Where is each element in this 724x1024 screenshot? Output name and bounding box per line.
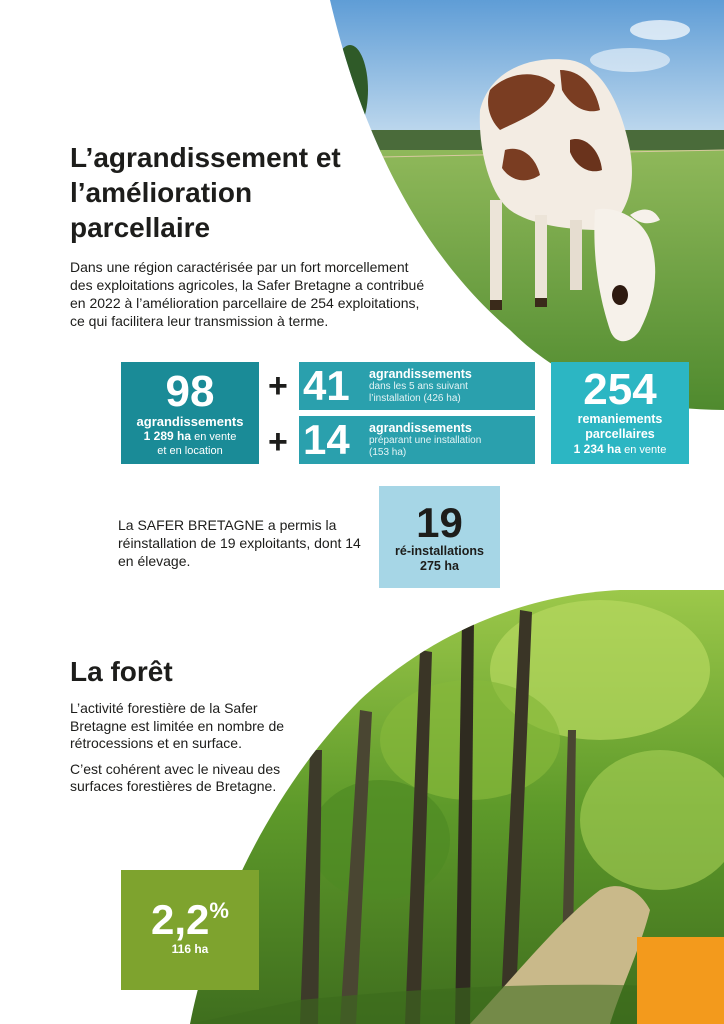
stat-agrandissements — [121, 362, 259, 464]
forest-paragraph-1: L’activité forestière de la Safer Bretagne est limitée en nombre de rétrocessions et en surface. — [70, 700, 285, 751]
stat-ha: 1 234 ha — [573, 442, 622, 456]
stat-number: 14 — [303, 416, 350, 463]
stat-detail-1: dans les 5 ans suivant — [369, 381, 468, 392]
stat-number — [121, 898, 259, 942]
stat-ha: 1 289 ha — [143, 429, 192, 443]
stat-detail-2: (153 ha) — [369, 447, 407, 458]
stat-ha: 116 ha — [171, 942, 209, 956]
reinstallation-paragraph: La SAFER BRETAGNE a permis la réinstallation de 19 exploitants, dont 14 en élevage. — [118, 517, 361, 569]
stat-reinstallations — [379, 486, 500, 588]
section-title-agrandissement: L’agrandissement et l’amélioration parcellaire — [70, 142, 341, 243]
forest-paragraphs — [70, 700, 300, 796]
stat-detail-2: et en location — [157, 445, 223, 457]
stat-detail-2: l’installation (426 ha) — [369, 393, 461, 404]
stat-detail — [551, 442, 689, 457]
stat-foret — [121, 870, 259, 990]
cow-photo — [330, 0, 724, 414]
stat-label: agrandissements — [369, 421, 472, 435]
stat-detail-1: en vente — [194, 431, 237, 443]
stat-number: 98 — [165, 367, 215, 416]
stat-remaniements — [551, 362, 689, 464]
stat-detail — [121, 429, 259, 444]
stat-number: 254 — [583, 365, 657, 414]
forest-paragraph-2: C’est cohérent avec le niveau des surfaces forestières de Bretagne. — [70, 760, 281, 794]
stat-label: agrandissements — [369, 367, 472, 381]
stat-detail-text: en vente — [624, 444, 667, 456]
stat-ha: 275 ha — [420, 559, 459, 573]
section-title-foret: La forêt — [70, 656, 173, 687]
stat-text — [369, 367, 531, 405]
orange-corner-block — [637, 937, 724, 1024]
stat-number: 19 — [416, 499, 463, 546]
stat-value: 2,2 — [151, 896, 210, 943]
plus-sign: + — [268, 423, 288, 461]
stat-agrandissements-before-install — [299, 416, 535, 464]
stat-number: 41 — [303, 362, 350, 409]
stat-label-2: parcellaires — [585, 427, 655, 441]
stat-agrandissements-after-install — [299, 362, 535, 410]
intro-paragraph: Dans une région caractérisée par un fort morcellement des exploitations agricoles, la Safer Bretagne a contribué en 2022 à l’amélioration parcellaire de 254 exploitations, ce qui facilitera leur transmission à terme. — [70, 259, 425, 329]
stat-text — [369, 421, 531, 459]
stat-label: ré-installations — [395, 544, 484, 558]
stat-label-1: remaniements — [577, 412, 663, 426]
plus-sign: + — [268, 367, 288, 405]
stat-detail-1: préparant une installation — [369, 435, 482, 446]
stat-label: agrandissements — [136, 414, 244, 429]
stat-unit: % — [209, 898, 229, 923]
